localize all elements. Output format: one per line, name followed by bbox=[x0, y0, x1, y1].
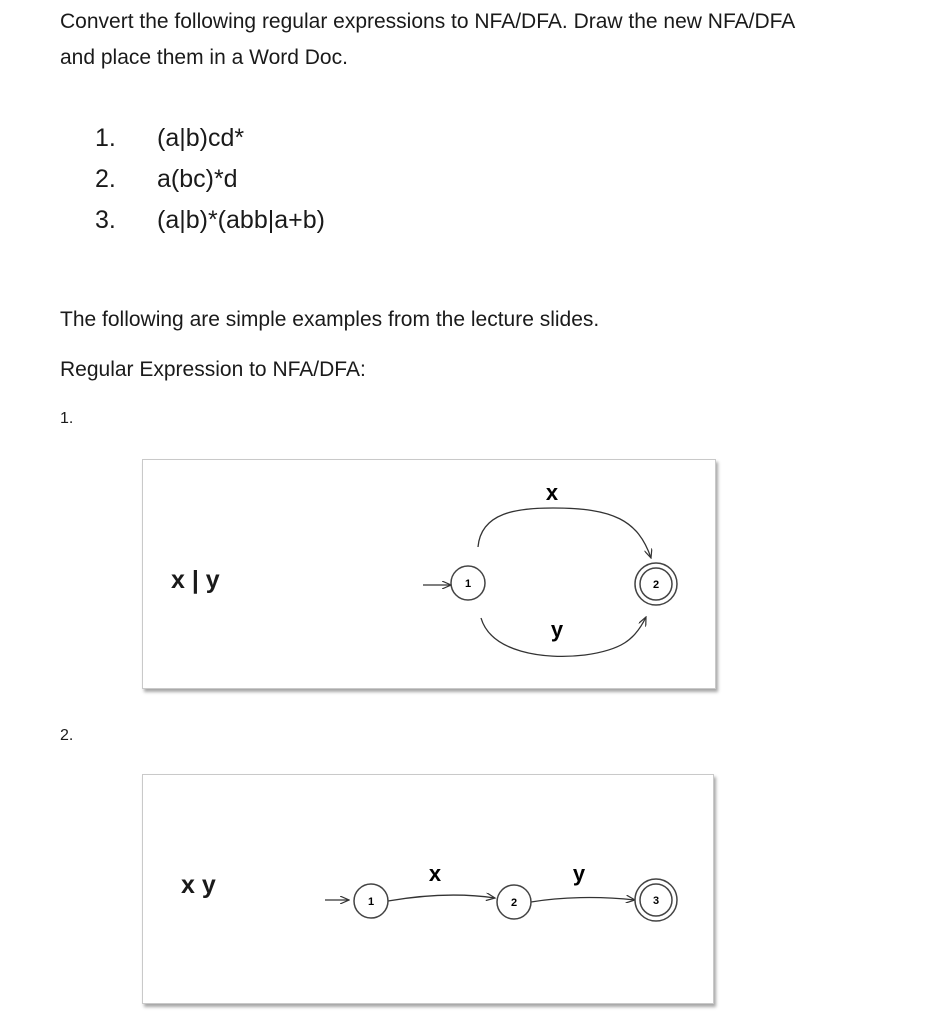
state-label: 2 bbox=[652, 579, 660, 591]
transition-edge bbox=[531, 898, 635, 902]
edge-label: x bbox=[545, 480, 559, 505]
example-number: 1. bbox=[60, 410, 74, 427]
nfa-diagram-2 bbox=[143, 775, 713, 1003]
transition-edge bbox=[481, 617, 646, 656]
exercise-number: 2. bbox=[95, 165, 116, 193]
exercise-item bbox=[95, 118, 325, 159]
exercise-number: 3. bbox=[95, 206, 116, 234]
state-label: 2 bbox=[510, 897, 518, 909]
exercise-expression: a(bc)*d bbox=[157, 165, 238, 193]
state-label: 1 bbox=[367, 896, 375, 908]
transition-edge bbox=[478, 508, 651, 558]
nfa-diagram-1 bbox=[143, 460, 715, 688]
exercise-item bbox=[95, 200, 325, 241]
exercise-expression: (a|b)*(abb|a+b) bbox=[157, 206, 325, 234]
edge-label: y bbox=[572, 861, 586, 886]
example-expression: x y bbox=[181, 871, 216, 899]
exercise-number: 1. bbox=[95, 124, 116, 152]
intro-paragraph bbox=[60, 4, 920, 76]
edge-label: x bbox=[428, 861, 442, 886]
examples-intro-text: The following are simple examples from the lecture slides. bbox=[60, 308, 600, 331]
exercise-item bbox=[95, 159, 325, 200]
example-expression: x | y bbox=[171, 566, 220, 594]
exercise-list bbox=[95, 118, 325, 241]
section-heading: Regular Expression to NFA/DFA: bbox=[60, 358, 366, 381]
state-label: 3 bbox=[652, 895, 660, 907]
exercise-expression: (a|b)cd* bbox=[157, 124, 245, 152]
example-figure-2 bbox=[142, 774, 714, 1004]
state-label: 1 bbox=[464, 578, 472, 590]
transition-edge bbox=[388, 895, 495, 901]
example-number: 2. bbox=[60, 727, 74, 744]
example-figure-1 bbox=[142, 459, 716, 689]
intro-line-2: and place them in a Word Doc. bbox=[60, 46, 348, 69]
edge-label: y bbox=[550, 617, 564, 642]
intro-line-1: Convert the following regular expressions to NFA/DFA. Draw the new NFA/DFA bbox=[60, 10, 796, 33]
